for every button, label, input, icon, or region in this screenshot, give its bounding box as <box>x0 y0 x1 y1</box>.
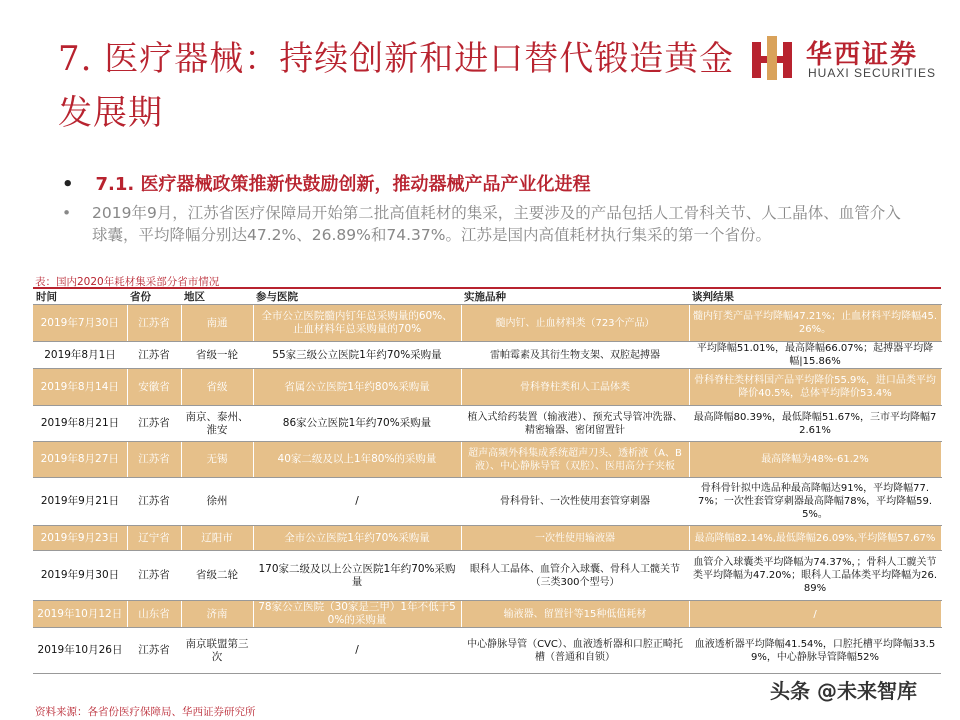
cell-date: 2019年9月21日 <box>33 478 127 526</box>
cell-province: 江苏省 <box>127 442 181 478</box>
header-hospitals: 参与医院 <box>253 288 461 305</box>
cell-results: 最高降幅80.39%，最低降幅51.67%，三市平均降幅72.61% <box>689 406 941 442</box>
cell-hospitals: 全市公立医院髓内钉年总采购量的60%、止血材料年总采购量的70% <box>253 305 461 342</box>
cell-region: 徐州 <box>181 478 253 526</box>
header-province: 省份 <box>127 288 181 305</box>
logo-chinese-name: 华西证券 <box>806 40 919 70</box>
table-row <box>33 342 941 369</box>
cell-results: 髓内钉类产品平均降幅47.21%；止血材料平均降幅45.26%。 <box>689 305 941 342</box>
cell-date: 2019年7月30日 <box>33 305 127 342</box>
cell-results: 骨科骨针拟中选品种最高降幅达91%，平均降幅77.7%；一次性套管穿刺器最高降幅78%，平均降幅59.5%。 <box>689 478 941 526</box>
cell-products: 输液器、留置针等15种低值耗材 <box>461 601 689 628</box>
cell-results: 最高降幅82.14%,最低降幅26.09%,平均降幅57.67% <box>689 526 941 551</box>
cell-date: 2019年8月14日 <box>33 369 127 406</box>
cell-results: 平均降幅51.01%，最高降幅66.07%；起搏器平均降幅|15.86% <box>689 342 941 369</box>
header-region: 地区 <box>181 288 253 305</box>
cell-region: 南通 <box>181 305 253 342</box>
body-paragraph-text: 2019年9月，江苏省医疗保障局开始第二批高值耗材的集采，主要涉及的产品包括人工骨科关节、人工晶体、血管介入球囊，平均降幅分别达47.2%、26.89%和74.37%。江苏是国内高值耗材执行集采的第一个省份。 <box>92 204 901 244</box>
huaxi-logo-icon <box>748 34 796 82</box>
cell-hospitals: 省属公立医院1年约80%采购量 <box>253 369 461 406</box>
cell-region: 南京联盟第三次 <box>181 628 253 674</box>
bullet-dot: • <box>62 174 74 195</box>
cell-results: 血液透析器平均降幅41.54%，口腔托槽平均降幅33.59%，中心静脉导管降幅52% <box>689 628 941 674</box>
header-date: 时间 <box>33 288 127 305</box>
table-row <box>33 628 941 674</box>
cell-products: 骨科骨针、一次性使用套管穿刺器 <box>461 478 689 526</box>
table-row <box>33 369 941 406</box>
cell-province: 江苏省 <box>127 551 181 601</box>
cell-region: 省级 <box>181 369 253 406</box>
cell-province: 江苏省 <box>127 478 181 526</box>
cell-products: 中心静脉导管（CVC）、血液透析器和口腔正畸托槽（普通和自锁） <box>461 628 689 674</box>
cell-results: 血管介入球囊类平均降幅为74.37%，；骨科人工髋关节类平均降幅为47.20%；眼科人工晶体类平均降幅为26.89% <box>689 551 941 601</box>
cell-hospitals: 78家公立医院（30家是三甲）1年不低于50%的采购量 <box>253 601 461 628</box>
cell-products: 眼科人工晶体、血管介入球囊、骨科人工髋关节（三类300个型号） <box>461 551 689 601</box>
cell-province: 辽宁省 <box>127 526 181 551</box>
body-paragraph <box>62 202 912 246</box>
page-title: 7. 医疗器械：持续创新和进口替代锻造黄金发展期 <box>58 39 735 133</box>
cell-region: 辽阳市 <box>181 526 253 551</box>
cell-province: 江苏省 <box>127 305 181 342</box>
cell-hospitals: / <box>253 478 461 526</box>
cell-date: 2019年10月12日 <box>33 601 127 628</box>
cell-products: 植入式给药装置（输液港）、预充式导管冲洗器、精密输器、密闭留置针 <box>461 406 689 442</box>
company-logo <box>748 30 938 86</box>
cell-date: 2019年8月21日 <box>33 406 127 442</box>
cell-date: 2019年8月1日 <box>33 342 127 369</box>
cell-region: 济南 <box>181 601 253 628</box>
cell-products: 骨科脊柱类和人工晶体类 <box>461 369 689 406</box>
table-caption: 表：国内2020年耗材集采部分省市情况 <box>35 276 220 288</box>
cell-products: 超声高频外科集成系统超声刀头、透析液（A、B液）、中心静脉导管（双腔）、医用高分子夹板 <box>461 442 689 478</box>
watermark: 头条 @未来智库 <box>770 679 917 703</box>
table-row <box>33 551 941 601</box>
cell-results: / <box>689 601 941 628</box>
cell-date: 2019年8月27日 <box>33 442 127 478</box>
section-heading <box>62 170 591 196</box>
cell-region: 省级二轮 <box>181 551 253 601</box>
cell-products: 一次性使用输液器 <box>461 526 689 551</box>
cell-hospitals: 86家公立医院1年约70%采购量 <box>253 406 461 442</box>
header-results: 谈判结果 <box>689 288 941 305</box>
table-row <box>33 442 941 478</box>
cell-region: 无锡 <box>181 442 253 478</box>
table-row <box>33 305 941 342</box>
cell-results: 最高降幅为48%-61.2% <box>689 442 941 478</box>
procurement-table <box>33 287 942 674</box>
table-row <box>33 601 941 628</box>
cell-products: 雷帕霉素及其衍生物支架、双腔起搏器 <box>461 342 689 369</box>
cell-results: 骨科脊柱类材料国产品平均降价55.9%，进口品类平均降价40.5%，总体平均降价53.4% <box>689 369 941 406</box>
cell-hospitals: 全市公立医院1年约70%采购量 <box>253 526 461 551</box>
cell-date: 2019年10月26日 <box>33 628 127 674</box>
cell-province: 安徽省 <box>127 369 181 406</box>
logo-english-name: HUAXI SECURITIES <box>808 66 937 80</box>
bullet-dot: • <box>62 204 72 222</box>
table-body <box>33 305 941 674</box>
table-row <box>33 406 941 442</box>
source-note: 资料来源：各省份医疗保障局、华西证券研究所 <box>35 706 256 718</box>
cell-region: 省级一轮 <box>181 342 253 369</box>
table-row <box>33 526 941 551</box>
section-heading-text: 7.1. 医疗器械政策推新快鼓励创新，推动器械产品产业化进程 <box>95 174 591 195</box>
cell-date: 2019年9月23日 <box>33 526 127 551</box>
cell-province: 江苏省 <box>127 342 181 369</box>
header-products: 实施品种 <box>461 288 689 305</box>
cell-date: 2019年9月30日 <box>33 551 127 601</box>
cell-hospitals: 170家二级及以上公立医院1年约70%采购量 <box>253 551 461 601</box>
cell-region: 南京、泰州、淮安 <box>181 406 253 442</box>
cell-province: 山东省 <box>127 601 181 628</box>
table-row <box>33 478 941 526</box>
cell-hospitals: 55家三级公立医院1年约70%采购量 <box>253 342 461 369</box>
cell-hospitals: / <box>253 628 461 674</box>
cell-hospitals: 40家二级及以上1年80%的采购量 <box>253 442 461 478</box>
cell-products: 髓内钉、止血材料类（723个产品） <box>461 305 689 342</box>
cell-province: 江苏省 <box>127 406 181 442</box>
table-header-row <box>33 288 941 305</box>
cell-province: 江苏省 <box>127 628 181 674</box>
